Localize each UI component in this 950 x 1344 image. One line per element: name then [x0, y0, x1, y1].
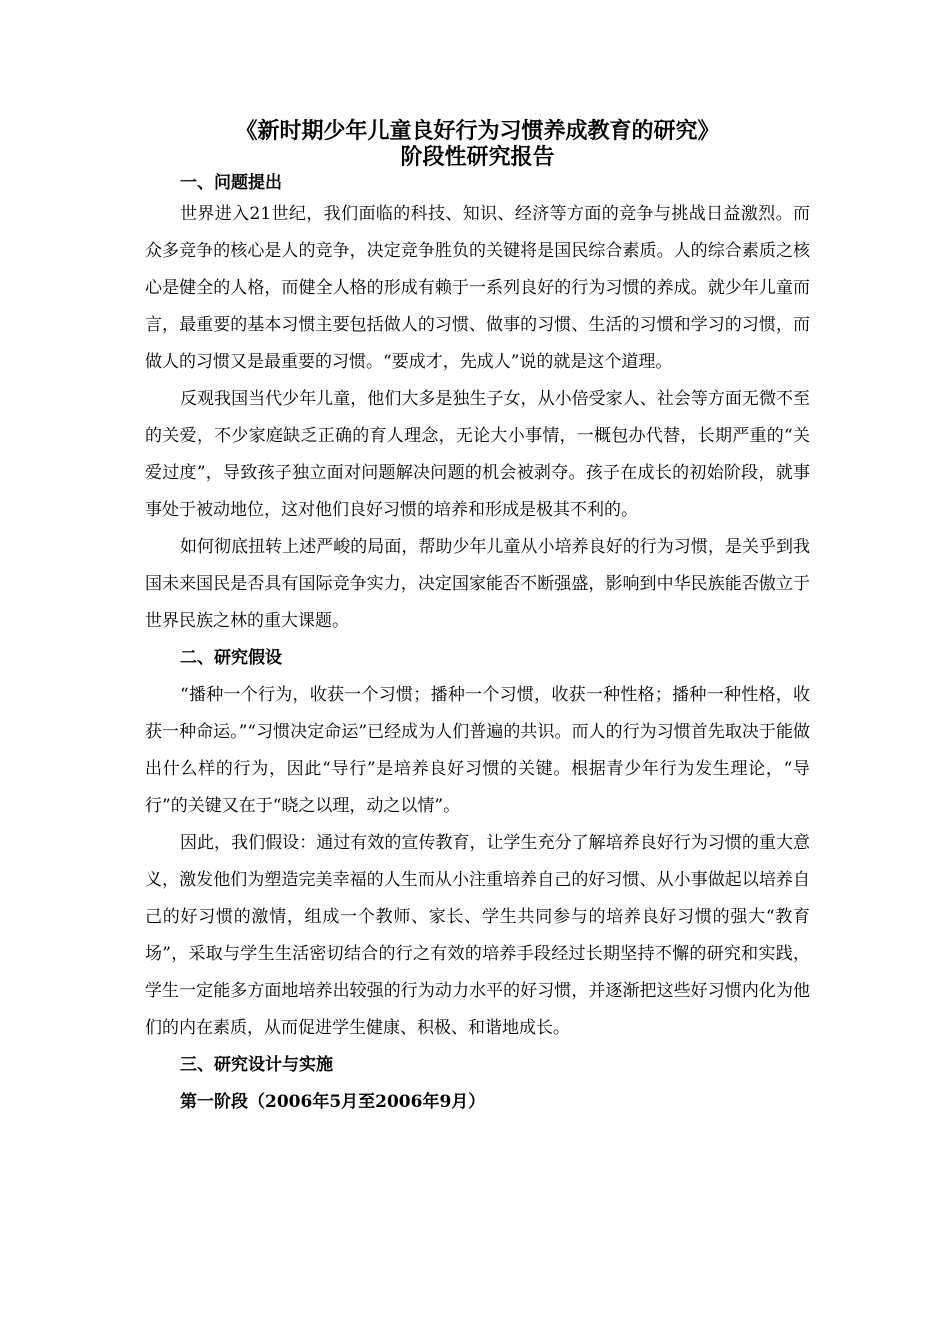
section-3-heading: 三、研究设计与实施 [180, 1055, 333, 1075]
document-subtitle: 阶段性研究报告 [400, 144, 555, 170]
document-page [145, 118, 810, 1121]
section-3-subheading: 第一阶段（2006年5月至2006年9月） [180, 1092, 486, 1112]
section-2-paragraph-1: “播种一个行为，收获一个习惯；播种一个习惯，收获一种性格；播种一种性格，收获一种命运。”“习惯决定命运”已经成为人们普遍的共识。而人的行为习惯首先取决于能做出什么样的行为，因此“导行”是培养良好习惯的关键。根据青少年行为发生理论，“导行”的关键又在于“晓之以理，动之以情”。 [145, 685, 810, 816]
document-title: 《新时期少年儿童良好行为习惯养成教育的研究》 [235, 118, 720, 144]
section-1-paragraph-1: 世界进入21世纪，我们面临的科技、知识、经济等方面的竞争与挑战日益激烈。而众多竞争的核心是人的竞争，决定竞争胜负的关键将是国民综合素质。人的综合素质之核心是健全的人格，而健全人格的形成有赖于一系列良好的行为习惯的养成。就少年儿童而言，最重要的基本习惯主要包括做人的习惯、做事的习惯、生活的习惯和学习的习惯，而做人的习惯又是最重要的习惯。“要成才，先成人”说的就是这个道理。 [145, 204, 810, 372]
section-2-paragraph-2: 因此，我们假设：通过有效的宣传教育，让学生充分了解培养良好行为习惯的重大意义，激发他们为塑造完美幸福的人生而从小注重培养自己的好习惯、从小事做起以培养自己的好习惯的激情，组成一个教师、家长、学生共同参与的培养良好习惯的强大“教育场”，采取与学生生活密切结合的行之有效的培养手段经过长期坚持不懈的研究和实践，学生一定能多方面地培养出较强的行为动力水平的好习惯，并逐渐把这些好习惯内化为他们的内在素质，从而促进学生健康、积极、和谐地成长。 [145, 833, 810, 1038]
section-1-paragraph-2: 反观我国当代少年儿童，他们大多是独生子女，从小倍受家人、社会等方面无微不至的关爱，不少家庭缺乏正确的育人理念，无论大小事情，一概包办代替，长期严重的“关爱过度”，导致孩子独立面对问题解决问题的机会被剥夺。孩子在成长的初始阶段，就事事处于被动地位，这对他们良好习惯的培养和形成是极其不利的。 [145, 389, 810, 520]
section-1-paragraph-3: 如何彻底扭转上述严峻的局面，帮助少年儿童从小培养良好的行为习惯，是关乎到我国未来国民是否具有国际竞争实力，决定国家能否不断强盛，影响到中华民族能否傲立于世界民族之林的重大课题。 [145, 537, 810, 631]
section-2-heading: 二、研究假设 [180, 648, 282, 668]
section-1-heading: 一、问题提出 [180, 173, 282, 193]
